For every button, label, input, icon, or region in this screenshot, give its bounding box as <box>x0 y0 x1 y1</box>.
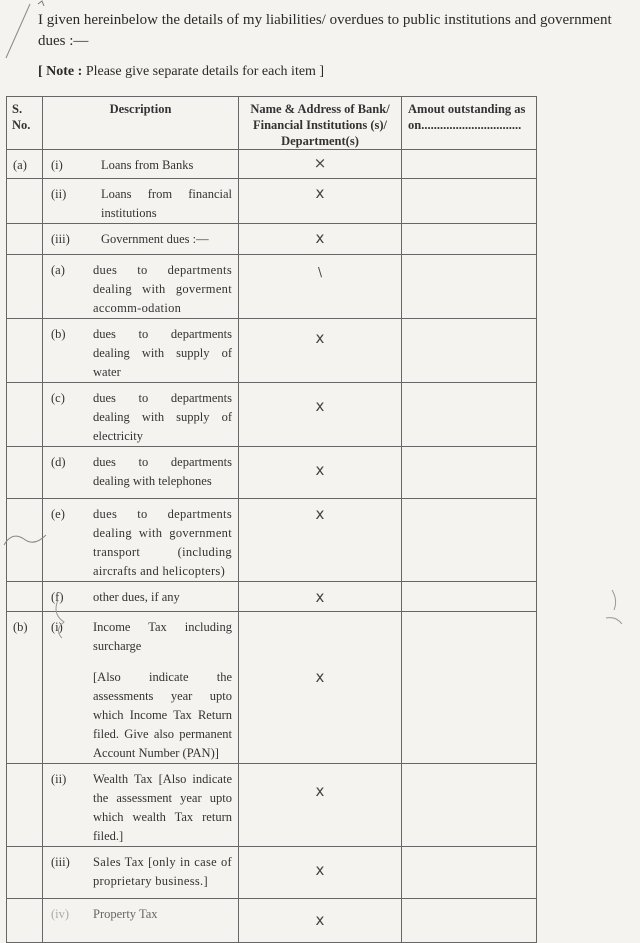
cross-mark: x <box>315 329 325 347</box>
row-text: Property Tax <box>93 907 158 921</box>
row-num: (ii) <box>51 772 67 786</box>
cross-mark: x <box>315 184 325 202</box>
cross-mark: x <box>315 397 325 415</box>
cross-mark: x <box>315 668 325 686</box>
row-num: (d) <box>51 455 66 469</box>
row-num: (iv) <box>51 907 70 921</box>
header-sno: S. No. <box>7 97 43 150</box>
header-description: Description <box>43 97 239 150</box>
row-num: (b) <box>51 327 66 341</box>
header-bank: Name & Address of Bank/ Financial Institutions (s)/ Department(s) <box>239 97 402 150</box>
row-text: Loans from Banks <box>101 158 194 172</box>
row-num: (iii) <box>51 232 70 246</box>
row-num: (i) <box>51 620 63 634</box>
cross-mark: x <box>315 861 325 879</box>
cross-mark: \ <box>317 265 323 279</box>
cross-mark: x <box>315 782 325 800</box>
row-text: Income Tax including surcharge <box>93 620 232 653</box>
note-text: Please give separate details for each item ] <box>85 64 325 79</box>
row-description <box>43 899 239 943</box>
intro-text: I given hereinbelow the details of my liabilities/ overdues to public institutions and government dues :— <box>38 12 612 49</box>
header-amount: Amout outstanding as on................................ <box>402 97 537 150</box>
cross-mark: x <box>315 588 325 606</box>
row-text: Wealth Tax [Also indicate the assessment year upto which wealth Tax return filed.] <box>93 772 232 843</box>
row-text: dues to departments dealing with supply of electricity <box>93 391 232 443</box>
cross-mark: x <box>315 229 325 247</box>
note-label: [ Note : <box>38 64 83 79</box>
row-num: (f) <box>51 590 64 604</box>
row-text: dues to departments dealing with supply of water <box>93 327 232 379</box>
row-text: dues to departments dealing with government transport (including aircrafts and helicopters) <box>93 507 232 578</box>
row-num: (ii) <box>51 187 67 201</box>
row-text: Loans from financial institutions <box>101 187 232 220</box>
cross-mark: x <box>315 461 325 479</box>
cross-mark: × <box>313 154 327 172</box>
row-num: (c) <box>51 391 65 405</box>
row-sno: (b) <box>7 612 43 764</box>
row-sno: (a) <box>7 150 43 179</box>
row-text: other dues, if any <box>93 590 180 604</box>
row-num: (iii) <box>51 855 70 869</box>
row-sno <box>7 899 43 943</box>
row-text: dues to departments dealing with telephones <box>93 455 232 488</box>
row-amount <box>402 899 537 943</box>
cross-mark: x <box>315 911 325 929</box>
row-num: (e) <box>51 507 65 521</box>
table-row <box>7 899 537 943</box>
row-num: (a) <box>51 263 65 277</box>
cross-mark: x <box>315 505 325 523</box>
row-text: Sales Tax [only in case of proprietary business.] <box>93 855 232 888</box>
row-text-note: [Also indicate the assessments year upto which Income Tax Return filed. Give also permanent Account Number (PAN)] <box>93 670 232 760</box>
row-num: (i) <box>51 158 63 172</box>
row-bank <box>239 899 402 943</box>
row-text: Government dues :— <box>101 232 209 246</box>
row-text: dues to departments dealing with goverment accomm-odation <box>93 263 232 315</box>
